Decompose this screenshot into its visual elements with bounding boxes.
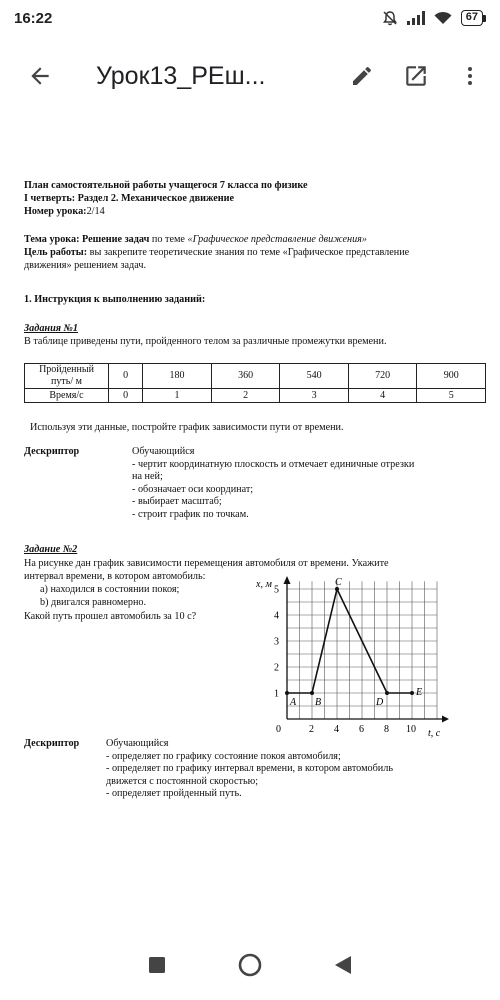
status-time: 16:22: [14, 9, 53, 27]
battery-level: 67: [461, 10, 483, 26]
signal-icon: [407, 11, 425, 25]
pencil-icon: [350, 64, 374, 88]
displacement-time-graph: [252, 574, 452, 744]
task-2-title: Задание №2: [24, 544, 78, 555]
lesson-topic: Тема урока: Решение задач по теме «Графическое представление движения»: [24, 234, 367, 245]
y-tick-label: 1: [274, 688, 279, 700]
home-button[interactable]: [228, 943, 272, 987]
header-line-2: I четверть: Раздел 2. Механическое движение: [24, 193, 234, 204]
y-axis-label: x, м: [256, 579, 272, 590]
x-tick-label: 6: [359, 724, 364, 735]
status-bar: [0, 0, 500, 36]
x-tick-label: 8: [384, 724, 389, 735]
more-options-button[interactable]: [448, 54, 492, 98]
list-item: - обозначает оси координат;: [132, 483, 254, 495]
x-axis-arrow: [442, 716, 449, 723]
app-bar: [0, 36, 500, 116]
battery-icon: [461, 10, 486, 26]
table-cell: 900: [417, 364, 486, 389]
task-1-text: В таблице приведены пути, пройденного телом за различные промежутки времени.: [24, 336, 387, 347]
point-label: C: [335, 577, 342, 588]
graph-grid: [287, 581, 437, 719]
arrow-back-icon: [27, 63, 53, 89]
table-cell: 4: [348, 389, 417, 403]
distance-time-table: [24, 363, 486, 403]
back-button[interactable]: [18, 54, 62, 98]
y-tick-label: 2: [274, 662, 279, 674]
y-tick-label: 5: [274, 584, 279, 596]
system-nav-bar: [0, 930, 500, 1000]
list-item: - чертит координатную плоскость и отмечает единичные отрезки: [132, 458, 415, 470]
list-item: - определяет пройденный путь.: [106, 788, 242, 799]
x-tick-label: 4: [334, 724, 339, 735]
x-tick-label: 2: [309, 724, 314, 735]
table-cell: 3: [280, 389, 349, 403]
x-tick-label: 10: [406, 724, 416, 735]
list-item: Обучающийся: [132, 446, 195, 457]
status-icons: [382, 10, 486, 26]
graph-points: [285, 577, 422, 708]
circle-icon: [238, 953, 262, 977]
table-row: [25, 389, 486, 403]
table-cell: 2: [211, 389, 280, 403]
table-cell: 1: [143, 389, 212, 403]
table-header-cell: Пройденный путь/ м: [25, 364, 109, 389]
task-2-question: Какой путь прошел автомобиль за 10 с?: [24, 611, 197, 622]
lesson-number: Номер урока:2/14: [24, 206, 105, 217]
task-2-line-1: На рисунке дан график зависимости перемещения автомобиля от времени. Укажите: [24, 558, 389, 569]
task-2-line-2: интервал времени, в котором автомобиль:: [24, 571, 206, 582]
descriptor-1-label: Дескриптор: [24, 446, 80, 457]
list-item: - строит график по точкам.: [132, 508, 249, 520]
table-cell: 180: [143, 364, 212, 389]
y-tick-labels: [274, 585, 279, 700]
list-item: на ней;: [132, 471, 163, 482]
list-item: - выбирает масштаб;: [132, 496, 222, 507]
wifi-icon: [434, 11, 452, 25]
x-axis-label: t, c: [428, 728, 441, 739]
table-cell: 0: [109, 364, 143, 389]
triangle-back-icon: [334, 955, 352, 975]
point-label: D: [376, 697, 384, 708]
point-label: E: [416, 687, 423, 698]
table-header-cell: Время/с: [25, 389, 109, 403]
descriptor-2-list: [106, 738, 393, 801]
open-in-new-icon: [403, 63, 429, 89]
document-page: [0, 120, 500, 930]
y-axis-arrow: [284, 576, 291, 584]
section-1-heading: 1. Инструкция к выполнению заданий:: [24, 294, 206, 305]
descriptor-1-list: [132, 446, 414, 521]
back-nav-button[interactable]: [321, 943, 365, 987]
lesson-goal: Цель работы: вы закрепите теоретические знания по теме «Графическое представление: [24, 247, 410, 258]
lesson-goal-cont: движения» решением задач.: [24, 260, 147, 271]
table-cell: 0: [109, 389, 143, 403]
recents-button[interactable]: [135, 943, 179, 987]
table-cell: 5: [417, 389, 486, 403]
table-cell: 360: [211, 364, 280, 389]
table-cell: 540: [280, 364, 349, 389]
document-title: Урок13_РЕш...: [96, 61, 266, 90]
point-label: B: [315, 697, 322, 708]
task-2-option-b: b) двигался равномерно.: [40, 597, 147, 608]
task-1-title: Задания №1: [24, 323, 78, 334]
open-external-button[interactable]: [394, 54, 438, 98]
x-tick-labels: [276, 724, 416, 735]
data-point: [410, 691, 414, 695]
edit-button[interactable]: [340, 54, 384, 98]
data-point: [285, 691, 289, 695]
task-1-instruction: Используя эти данные, постройте график зависимости пути от времени.: [30, 422, 344, 433]
header-line-1: План самостоятельной работы учащегося 7 класса по физике: [24, 180, 308, 191]
descriptor-2-label: Дескриптор: [24, 738, 80, 749]
more-vert-icon: [458, 64, 482, 88]
list-item: - определяет по графику интервал времени, в котором автомобиль: [106, 763, 393, 774]
square-icon: [148, 956, 166, 974]
table-row: [25, 364, 486, 389]
mute-bell-icon: [382, 10, 398, 26]
point-label: A: [290, 697, 297, 708]
list-item: - определяет по графику состояние покоя автомобиля;: [106, 750, 341, 762]
x-tick-label: 0: [276, 724, 281, 735]
y-tick-label: 4: [274, 610, 279, 622]
data-point: [310, 691, 314, 695]
task-2-option-a: a) находился в состоянии покоя;: [40, 584, 180, 595]
y-tick-label: 3: [274, 636, 279, 648]
data-point: [385, 691, 389, 695]
table-cell: 720: [348, 364, 417, 389]
list-item: Обучающийся: [106, 738, 169, 749]
list-item: движется с постоянной скоростью;: [106, 775, 259, 787]
